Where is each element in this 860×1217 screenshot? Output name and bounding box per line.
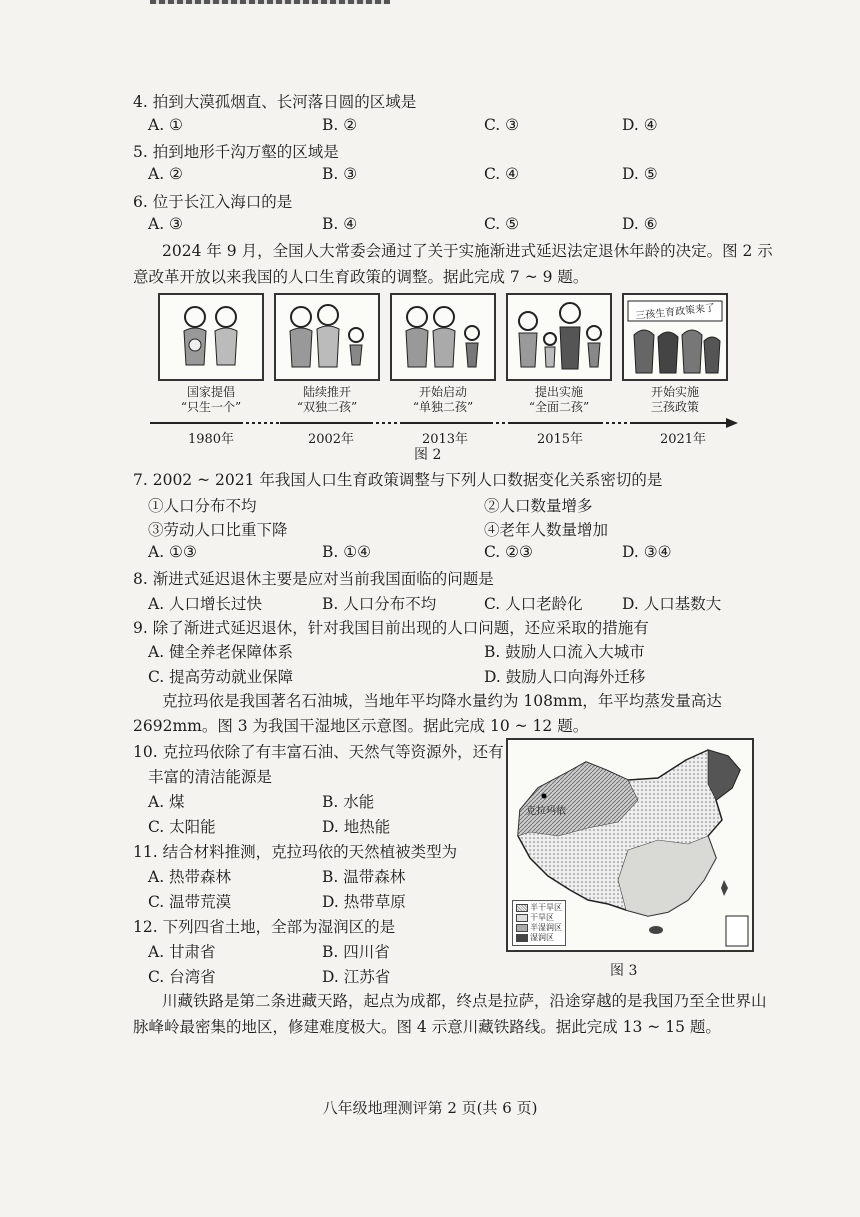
timeline-label-2015 — [504, 385, 614, 415]
q12-option-c: C. 台湾省 — [148, 968, 216, 986]
q11-option-d: D. 热带草原 — [322, 893, 406, 911]
q11-option-a: A. 热带森林 — [148, 868, 232, 886]
q10-option-c: C. 太阳能 — [148, 818, 216, 836]
intro-7-9-line2: 意改革开放以来我国的人口生育政策的调整。据此完成 7 ~ 9 题。 — [133, 268, 589, 286]
year-2002: 2002年 — [307, 432, 355, 447]
question-9: 9. 除了渐进式延迟退休，针对我国目前出现的人口问题，还应采取的措施有 — [133, 619, 649, 637]
year-2015: 2015年 — [536, 432, 584, 447]
q10-option-b: B. 水能 — [322, 793, 375, 811]
legend-arid — [516, 913, 562, 923]
policy-illustration-1980 — [158, 293, 264, 381]
q10-option-d: D. 地热能 — [322, 818, 391, 836]
q9-option-c: C. 提高劳动就业保障 — [148, 668, 294, 686]
q6-option-a: A. ③ — [148, 215, 183, 233]
timeline-label-2013 — [388, 385, 498, 415]
year-2013: 2013年 — [421, 432, 469, 447]
q8-option-c: C. 人口老龄化 — [484, 595, 583, 613]
event-2002-line2: “双独二孩” — [296, 400, 358, 414]
legend-label-arid: 干旱区 — [530, 913, 554, 922]
legend-swatch-arid — [516, 914, 528, 922]
policy-illustration-2002 — [274, 293, 380, 381]
q4-option-b: B. ② — [322, 116, 358, 134]
legend-swatch-humid — [516, 934, 528, 942]
legend-humid — [516, 933, 562, 943]
intro-10-12-line1: 克拉玛依是我国著名石油城，当地年平均降水量约为 108mm，年平均蒸发量高达 — [162, 692, 722, 710]
q5-option-a: A. ② — [148, 165, 183, 183]
page-footer: 八年级地理测评第 2 页(共 6 页) — [322, 1099, 538, 1117]
question-6: 6. 位于长江入海口的是 — [133, 193, 293, 211]
question-11: 11. 结合材料推测，克拉玛依的天然植被类型为 — [133, 843, 458, 861]
legend-swatch-semi-arid — [516, 904, 528, 912]
q10-option-a: A. 煤 — [148, 793, 185, 811]
q12-option-d: D. 江苏省 — [322, 968, 391, 986]
q8-option-a: A. 人口增长过快 — [148, 595, 263, 613]
q4-option-d: D. ④ — [622, 116, 658, 134]
year-1980: 1980年 — [187, 432, 235, 447]
scan-edge — [150, 0, 390, 4]
policy-illustration-2021 — [622, 293, 728, 381]
intro-13-15-line1: 川藏铁路是第二条进藏天路，起点为成都，终点是拉萨，沿途穿越的是我国乃至全世界山 — [162, 992, 767, 1010]
map-legend — [512, 900, 566, 946]
legend-semi-humid — [516, 923, 562, 933]
q6-option-b: B. ④ — [322, 215, 358, 233]
intro-7-9-line1: 2024 年 9 月，全国人大常委会通过了关于实施渐进式延迟法定退休年龄的决定。图 2 示 — [162, 242, 773, 260]
question-7: 7. 2002 ~ 2021 年我国人口生育政策调整与下列人口数据变化关系密切的是 — [133, 471, 663, 489]
q8-option-d: D. 人口基数大 — [622, 595, 722, 613]
legend-label-humid: 湿润区 — [530, 933, 554, 942]
event-2021-line2: 三孩政策 — [650, 400, 699, 414]
event-1980-line1: 国家提倡 — [186, 385, 235, 399]
q9-option-d: D. 鼓励人口向海外迁移 — [484, 668, 646, 686]
timeline-label-1980 — [156, 385, 266, 415]
q7-item-1: ①人口分布不均 — [148, 497, 257, 515]
event-2021-line1: 开始实施 — [650, 385, 699, 399]
timeline-label-2002 — [272, 385, 382, 415]
q9-option-b: B. 鼓励人口流入大城市 — [484, 643, 645, 661]
q5-option-c: C. ④ — [484, 165, 520, 183]
legend-semi-arid — [516, 903, 562, 913]
q12-option-b: B. 四川省 — [322, 943, 390, 961]
legend-label-semi-arid: 半干旱区 — [530, 903, 562, 912]
event-1980-line2: “只生一个” — [180, 400, 242, 414]
q9-option-a: A. 健全养老保障体系 — [148, 643, 294, 661]
figure-2-caption: 图 2 — [414, 447, 442, 463]
event-2013-line1: 开始启动 — [418, 385, 467, 399]
figure-3-map — [506, 738, 754, 952]
q7-option-d: D. ③④ — [622, 543, 672, 561]
figure-3-caption: 图 3 — [610, 963, 638, 979]
q12-option-a: A. 甘肃省 — [148, 943, 216, 961]
intro-13-15-line2: 脉峰岭最密集的地区，修建难度极大。图 4 示意川藏铁路线。据此完成 13 ~ 15 题。 — [133, 1018, 721, 1036]
q4-option-c: C. ③ — [484, 116, 520, 134]
q5-option-b: B. ③ — [322, 165, 358, 183]
question-10-line1: 10. 克拉玛依除了有丰富石油、天然气等资源外，还有 — [133, 743, 504, 761]
question-5: 5. 拍到地形千沟万壑的区域是 — [133, 143, 339, 161]
q6-option-c: C. ⑤ — [484, 215, 520, 233]
karamay-label: 克拉玛依 — [526, 806, 566, 817]
q8-option-b: B. 人口分布不均 — [322, 595, 437, 613]
event-2002-line1: 陆续推开 — [302, 385, 351, 399]
q7-option-b: B. ①④ — [322, 543, 372, 561]
question-8: 8. 渐进式延迟退休主要是应对当前我国面临的问题是 — [133, 570, 494, 588]
q5-option-d: D. ⑤ — [622, 165, 658, 183]
question-4: 4. 拍到大漠孤烟直、长河落日圆的区域是 — [133, 93, 417, 111]
q7-option-c: C. ②③ — [484, 543, 533, 561]
year-2021: 2021年 — [659, 432, 707, 447]
question-12: 12. 下列四省土地，全部为湿润区的是 — [133, 918, 396, 936]
legend-label-semi-humid: 半湿润区 — [530, 923, 562, 932]
timeline-label-2021 — [620, 385, 730, 415]
q7-option-a: A. ①③ — [148, 543, 197, 561]
event-2015-line2: “全面二孩” — [528, 400, 590, 414]
event-2015-line1: 提出实施 — [534, 385, 583, 399]
event-2013-line2: “单独二孩” — [412, 400, 474, 414]
q4-option-a: A. ① — [148, 116, 183, 134]
banner-text: 三孩生育政策来了 — [634, 302, 716, 323]
q11-option-b: B. 温带森林 — [322, 868, 406, 886]
q7-item-3: ③劳动人口比重下降 — [148, 521, 288, 539]
policy-illustration-2013 — [390, 293, 496, 381]
q6-option-d: D. ⑥ — [622, 215, 658, 233]
intro-10-12-line2: 2692mm。图 3 为我国干湿地区示意图。据此完成 10 ~ 12 题。 — [133, 717, 589, 735]
q11-option-c: C. 温带荒漠 — [148, 893, 232, 911]
q7-item-4: ④老年人数量增加 — [484, 521, 609, 539]
policy-illustration-2015 — [506, 293, 612, 381]
question-10-line2: 丰富的清洁能源是 — [148, 768, 273, 786]
q7-item-2: ②人口数量增多 — [484, 497, 593, 515]
legend-swatch-semi-humid — [516, 924, 528, 932]
